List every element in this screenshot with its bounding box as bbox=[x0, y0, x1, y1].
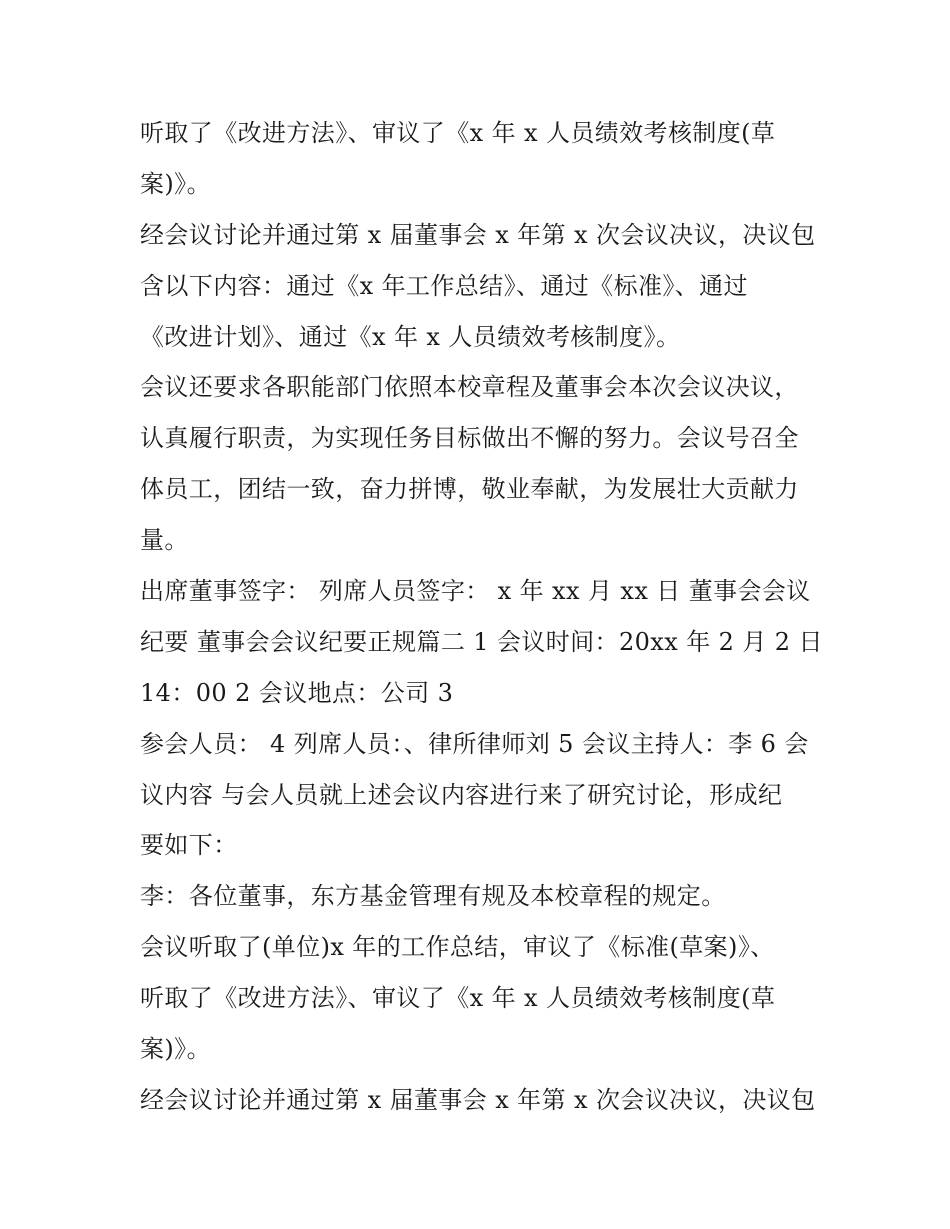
text-line: 李：各位董事，东方基金管理有规及本校章程的规定。 bbox=[140, 882, 726, 911]
text-line: 听取了《改进方法》、审议了《x 年 x 人员绩效考核制度(草 bbox=[140, 119, 776, 147]
text-line: 含以下内容：通过《x 年工作总结》、通过《标准》、通过 bbox=[140, 271, 748, 300]
text-line: 案)》。 bbox=[140, 1035, 211, 1064]
text-line: 议内容 与会人员就上述会议内容进行来了研究讨论，形成纪 bbox=[140, 780, 783, 809]
text-line: 体员工，团结一致，奋力拼博，敬业奉献，为发展壮大贡献力 bbox=[140, 475, 799, 504]
text-line: 经会议讨论并通过第 x 届董事会 x 年第 x 次会议决议，决议包 bbox=[140, 220, 816, 249]
text-line: 14：00 2 会议地点：公司 3 bbox=[140, 678, 454, 707]
text-line: 纪要 董事会会议纪要正规篇二 1 会议时间：20xx 年 2 月 2 日 bbox=[140, 627, 823, 656]
document-body bbox=[140, 108, 823, 1126]
text-line: 要如下： bbox=[140, 831, 238, 860]
text-line: 《改进计划》、通过《x 年 x 人员绩效考核制度》。 bbox=[140, 322, 681, 351]
text-line: 案)》。 bbox=[140, 169, 211, 198]
text-line: 会议听取了(单位)x 年的工作总结，审议了《标准(草案)》、 bbox=[140, 933, 775, 962]
text-line: 经会议讨论并通过第 x 届董事会 x 年第 x 次会议决议，决议包 bbox=[140, 1085, 816, 1114]
text-line: 会议还要求各职能部门依照本校章程及董事会本次会议决议， bbox=[140, 373, 799, 402]
text-line: 听取了《改进方法》、审议了《x 年 x 人员绩效考核制度(草 bbox=[140, 984, 776, 1013]
text-line: 量。 bbox=[140, 526, 189, 555]
text-line: 认真履行职责，为实现任务目标做出不懈的努力。会议号召全 bbox=[140, 424, 799, 453]
text-line: 参会人员： 4 列席人员：、律所律师刘 5 会议主持人：李 6 会 bbox=[140, 729, 809, 758]
text-line: 出席董事签字： 列席人员签字： x 年 xx 月 xx 日 董事会会议 bbox=[140, 577, 811, 606]
